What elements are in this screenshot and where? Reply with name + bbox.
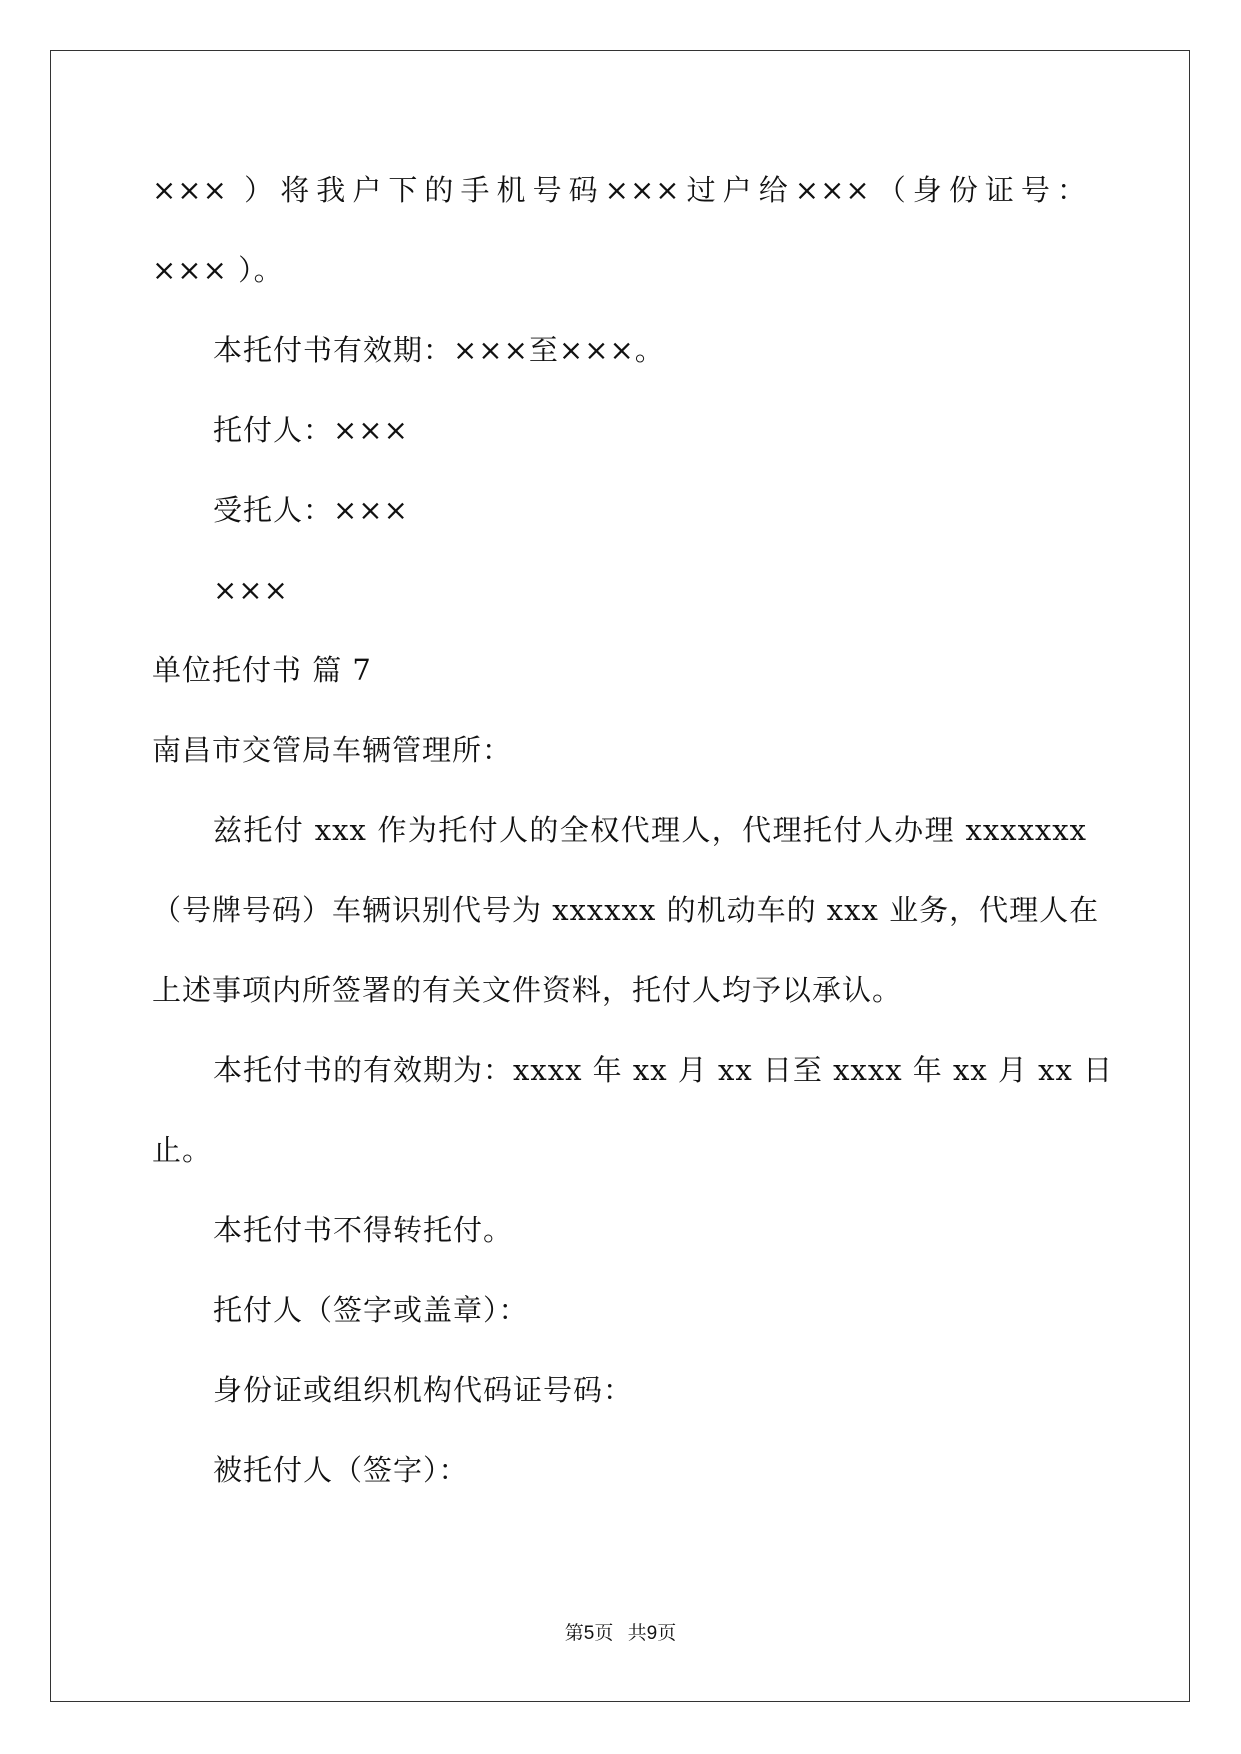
- signature-agent: 受托人：×××: [213, 493, 409, 527]
- section-heading: 单位托付书 篇 7: [152, 653, 372, 687]
- body-line-appoint: 兹托付 xxx 作为托付人的全权代理人，代理托付人办理 xxxxxxx: [213, 813, 1087, 847]
- page-number: 5: [583, 1623, 595, 1644]
- body-line-acknowledge: 上述事项内所签署的有关文件资料，托付人均予以承认。: [152, 973, 903, 1007]
- body-line-no-subdelegation: 本托付书不得转托付。: [213, 1213, 514, 1247]
- addressee-line: 南昌市交管局车辆管理所：: [152, 733, 513, 767]
- field-principal-signature: 托付人（签字或盖章）：: [213, 1293, 529, 1327]
- body-line-validity-period: 本托付书的有效期为：xxxx 年 xx 月 xx 日至 xxxx 年 xx 月 xx 日: [213, 1053, 1114, 1087]
- body-line-transfer: ××× ）将我户下的手机号码×××过户给×××（身份证号：: [152, 173, 1087, 207]
- body-line-id-number-end: ××× ）。: [152, 253, 284, 287]
- signature-principal: 托付人：×××: [213, 413, 409, 447]
- field-agent-signature: 被托付人（签字）：: [213, 1453, 469, 1487]
- body-line-validity: 本托付书有效期：×××至×××。: [213, 333, 665, 367]
- page-total: 9: [646, 1623, 658, 1644]
- page-unit: 页: [594, 1623, 614, 1644]
- page-footer: [0, 1622, 1241, 1646]
- total-unit: 页: [657, 1623, 677, 1644]
- body-line-vehicle: （号牌号码）车辆识别代号为 xxxxxx 的机动车的 xxx 业务，代理人在: [152, 893, 1100, 927]
- field-id-number: 身份证或组织机构代码证号码：: [213, 1373, 634, 1407]
- signature-date: ×××: [213, 573, 289, 607]
- page-prefix: 第: [564, 1623, 584, 1644]
- total-prefix: 共: [627, 1623, 647, 1644]
- body-line-period-end: 止。: [152, 1133, 213, 1167]
